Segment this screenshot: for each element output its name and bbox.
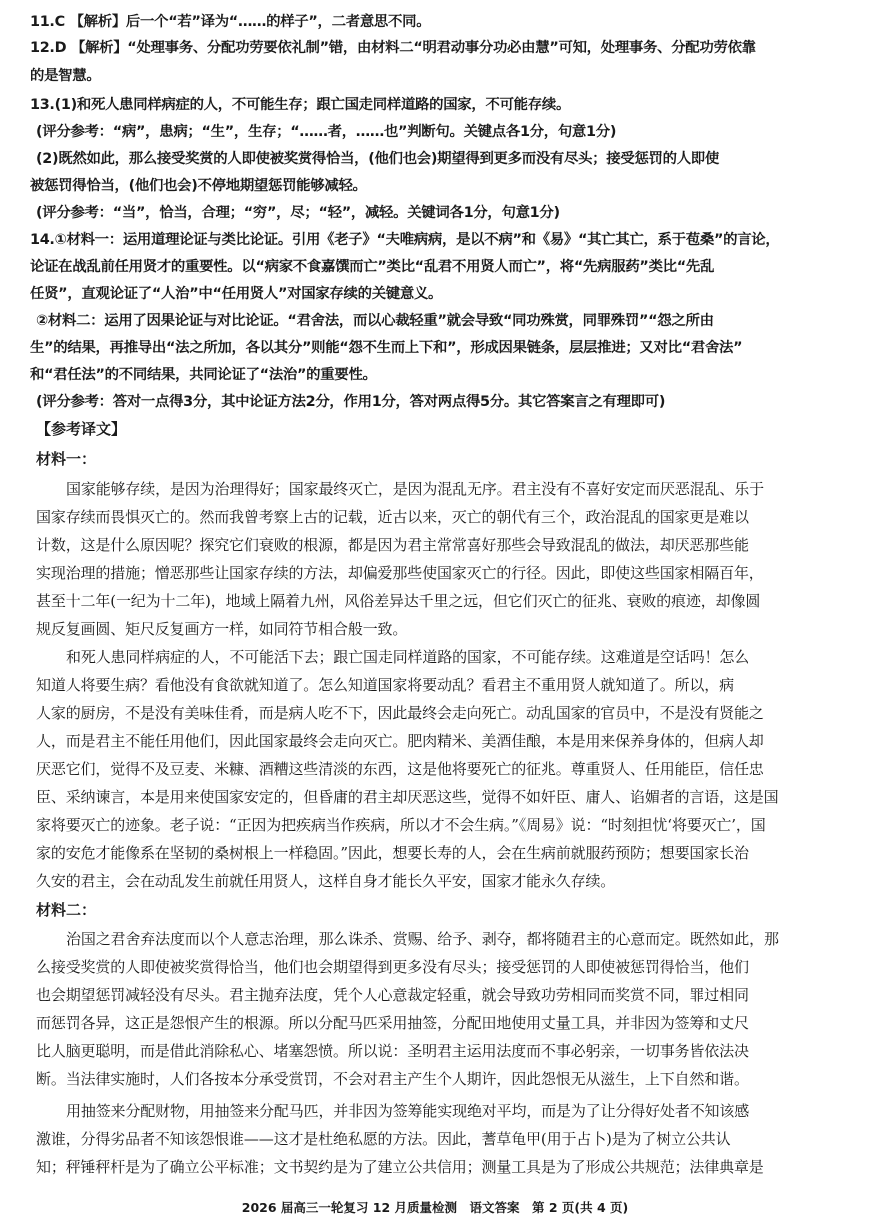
material-1-line: 甚至十二年(一纪为十二年)，地域上隔着九州，风俗差异达千里之远，但它们灭亡的征兆、衰败的痕迹，却像圆: [36, 592, 761, 610]
material-2-line: 激谁，分得劣品者不知该怨恨谁——这才是杜绝私愿的方法。因此，蓍草龟甲(用于占卜)是为了树立公共认: [36, 1130, 731, 1148]
material-1-line: 国家存续而畏惧灭亡的。然而我曾考察上古的记载，近古以来，灭亡的朝代有三个，政治混乱的国家更是难以: [36, 508, 749, 526]
material-1-line: 国家能够存续，是因为治理得好；国家最终灭亡，是因为混乱无序。君主没有不喜好安定而厌恶混乱、乐于: [66, 480, 764, 498]
answer-14-scoring: (评分参考：答对一点得3分，其中论证方法2分，作用1分，答对两点得5分。其它答案言之有理即可): [36, 394, 666, 410]
material-1-line: 久安的君主，会在动乱发生前就任用贤人，这样自身才能长久平安，国家才能永久存续。: [36, 872, 616, 890]
material-1-line: 知道人将要生病？看他没有食欲就知道了。怎么知道国家将要动乱？看君主不重用贤人就知道了。所以，病: [36, 676, 734, 694]
answer-14-line-4: ②材料二：运用了因果论证与对比论证。“君舍法，而以心裁轻重”就会导致“同功殊赏，同罪殊罚”“怨之所由: [36, 313, 714, 329]
material-2-line: 治国之君舍弃法度而以个人意志治理，那么诛杀、赏赐、给予、剥夺，都将随君主的心意而定。既然如此，那: [66, 930, 779, 948]
material-1-line: 臣、采纳谏言，本是用来使国家安定的，但昏庸的君主却厌恶这些，觉得不如奸臣、庸人、谄媚者的言语，这是国: [36, 788, 779, 806]
answer-13-line-3: 被惩罚得恰当，(他们也会)不停地期望惩罚能够减轻。: [30, 178, 367, 194]
answer-12-line-2: 的是智慧。: [30, 68, 101, 84]
material-2-line: 用抽签来分配财物，用抽签来分配马匹，并非因为签筹能实现绝对平均，而是为了让分得好处者不知该感: [66, 1102, 750, 1120]
material-2-line: 也会期望惩罚减轻没有尽头。君主抛弃法度，凭个人心意裁定轻重，就会导致功劳相同而奖赏不同，罪过相同: [36, 986, 749, 1004]
answer-11: 11.C 【解析】后一个“若”译为“……的样子”，二者意思不同。: [30, 14, 431, 30]
answer-14-line-5: 生”的结果，再推导出“法之所加，各以其分”则能“怨不生而上下和”，形成因果链条，层层推进；又对比“君舍法”: [30, 340, 743, 356]
answer-13-line-2: (2)既然如此，那么接受奖赏的人即使被奖赏得恰当，(他们也会)期望得到更多而没有尽头；接受惩罚的人即使: [36, 151, 719, 167]
material-1-line: 和死人患同样病症的人，不可能活下去；跟亡国走同样道路的国家，不可能存续。这难道是空话吗！怎么: [66, 648, 750, 666]
page-footer: 2026 届高三一轮复习 12 月质量检测 语文答案 第 2 页(共 4 页): [241, 1200, 629, 1215]
answer-13-line-1: 13.(1)和死人患同样病症的人，不可能生存；跟亡国走同样道路的国家，不可能存续。: [30, 97, 571, 113]
material-1-line: 厌恶它们，觉得不及豆麦、米糠、酒糟这些清淡的东西，这是他将要死亡的征兆。尊重贤人、任用能臣，信任忠: [36, 760, 764, 778]
answer-14-line-3: 任贤”，直观论证了“人治”中“任用贤人”对国家存续的关键意义。: [30, 286, 443, 302]
translation-heading: 【参考译文】: [36, 420, 127, 438]
material-1-line: 计数，这是什么原因呢？探究它们衰败的根源，都是因为君主常常喜好那些会导致混乱的做法，却厌恶那些能: [36, 536, 749, 554]
material-1-line: 家的安危才能像系在坚韧的桑树根上一样稳固。”因此，想要长寿的人，会在生病前就服药预防；想要国家长治: [36, 844, 749, 862]
answer-14-line-1: 14.①材料一：运用道理论证与类比论证。引用《老子》“夫唯病病，是以不病”和《易》“其亡其亡，系于苞桑”的言论，: [30, 232, 780, 248]
material-2-title: 材料二：: [36, 901, 97, 919]
answer-14-line-6: 和“君任法”的不同结果，共同论证了“法治”的重要性。: [30, 367, 377, 383]
answer-12-line-1: 12.D 【解析】“处理事务、分配功劳要依礼制”错，由材料二“明君动事分功必由慧”可知，处理事务、分配功劳依靠: [30, 40, 756, 56]
answer-13-scoring-1: (评分参考：“病”，患病；“生”，生存；“……者，……也”判断句。关键点各1分，句意1分): [36, 124, 617, 140]
material-1-line: 人家的厨房，不是没有美味佳肴，而是病人吃不下，因此最终会走向死亡。动乱国家的官员中，不是没有贤能之: [36, 704, 764, 722]
material-1-line: 规反复画圆、矩尺反复画方一样，如同符节相合般一致。: [36, 620, 408, 638]
answer-13-scoring-2: (评分参考：“当”，恰当，合理；“穷”，尽；“轻”，减轻。关键词各1分，句意1分): [36, 205, 560, 221]
material-1-line: 人，而是君主不能任用他们，因此国家最终会走向灭亡。肥肉精米、美酒佳酿，本是用来保养身体的，但病人却: [36, 732, 764, 750]
material-2-line: 断。当法律实施时，人们各按本分承受赏罚，不会对君主产生个人期许，因此怨恨无从滋生，上下自然和谐。: [36, 1070, 749, 1088]
answer-14-line-2: 论证在战乱前任用贤才的重要性。以“病家不食嘉馔而亡”类比“乱君不用贤人而亡”，将“先病服药”类比“先乱: [30, 259, 715, 275]
material-1-line: 实现治理的措施；憎恶那些让国家存续的方法，却偏爱那些使国家灭亡的行径。因此，即使这些国家相隔百年，: [36, 564, 764, 582]
material-2-line: 么接受奖赏的人即使被奖赏得恰当，他们也会期望得到更多没有尽头；接受惩罚的人即使被惩罚得恰当，他们: [36, 958, 749, 976]
material-1-line: 家将要灭亡的迹象。老子说：“正因为把疾病当作疾病，所以才不会生病。”《周易》说：“时刻担忧‘将要灭亡’，国: [36, 816, 766, 834]
material-2-line: 而惩罚各异，这正是怨恨产生的根源。所以分配马匹采用抽签，分配田地使用丈量工具，并非因为签筹和丈尺: [36, 1014, 749, 1032]
material-1-title: 材料一：: [36, 450, 97, 468]
material-2-line: 比人脑更聪明，而是借此消除私心、堵塞怨愤。所以说：圣明君主运用法度而不事必躬亲，一切事务皆依法决: [36, 1042, 749, 1060]
material-2-line: 知；秤锤秤杆是为了确立公平标准；文书契约是为了建立公共信用；测量工具是为了形成公共规范；法律典章是: [36, 1158, 764, 1176]
